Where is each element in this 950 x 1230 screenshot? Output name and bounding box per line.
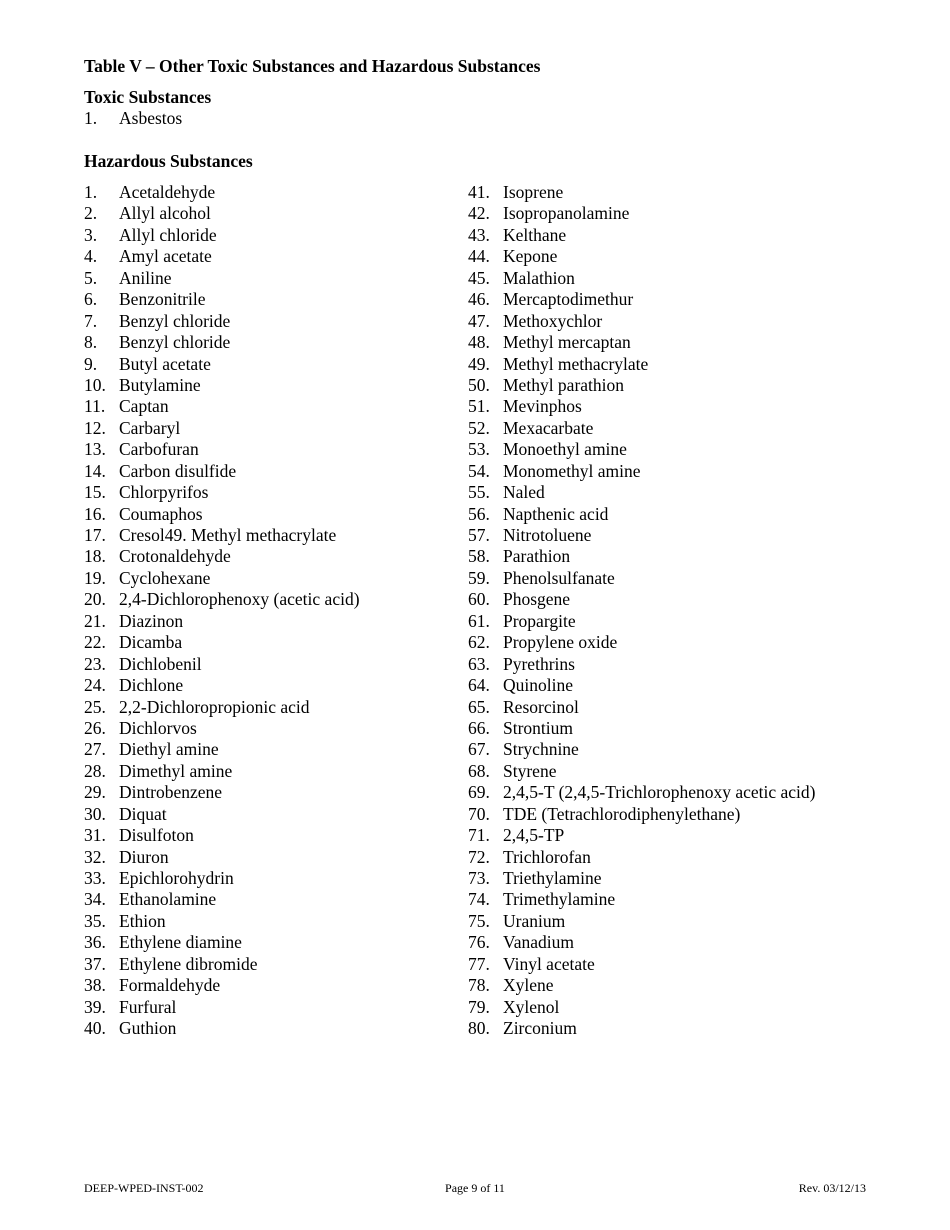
list-item-name: Uranium [503,910,566,931]
list-item-name: Monomethyl amine [503,460,641,481]
list-item [84,439,360,460]
list-item-number: 13. [84,439,106,460]
list-item [84,632,360,653]
list-item-number: 78. [468,975,490,996]
list-item-number: 51. [468,396,490,417]
list-item [84,482,360,503]
list-item-number: 7. [84,310,98,331]
list-item [468,911,816,932]
list-item [84,739,360,760]
list-item [84,203,360,224]
list-item-number: 76. [468,932,490,953]
list-item [84,504,360,525]
list-item-number: 32. [84,846,106,867]
list-item-number: 9. [84,353,98,374]
list-item-name: Methyl parathion [503,374,625,395]
list-item [84,847,360,868]
list-item-number: 2. [84,203,98,224]
list-item-number: 46. [468,289,490,310]
list-item-name: Furfural [119,996,177,1017]
list-item [468,847,816,868]
list-item-number: 25. [84,696,106,717]
list-item [84,108,182,129]
list-item-name: 2,4,5-TP [503,825,565,846]
list-item [468,739,816,760]
list-item-name: Dicamba [119,632,183,653]
list-item-number: 30. [84,803,106,824]
list-item [84,761,360,782]
list-item [468,225,816,246]
list-item-name: Ethylene dibromide [119,953,258,974]
list-item [84,568,360,589]
list-item [468,611,816,632]
list-item-number: 70. [468,803,490,824]
list-item [468,396,816,417]
list-item [468,718,816,739]
list-item-number: 4. [84,246,98,267]
list-item-number: 12. [84,417,106,438]
list-item-name: Dichlorvos [119,717,197,738]
list-item-name: Vanadium [503,932,574,953]
list-item-number: 42. [468,203,490,224]
list-item-number: 73. [468,868,490,888]
list-item-name: Methoxychlor [503,310,603,331]
list-item [84,311,360,332]
list-item-name: Quinoline [503,675,573,696]
list-item [84,461,360,482]
list-item-number: 61. [468,610,490,631]
list-item-number: 62. [468,632,490,653]
list-item [84,654,360,675]
list-item-number: 39. [84,996,106,1017]
list-item-number: 23. [84,653,106,674]
list-item-name: Ethylene diamine [119,932,242,953]
list-item-name: Malathion [503,267,575,288]
list-item [84,675,360,696]
list-item [84,718,360,739]
list-item-number: 74. [468,889,490,910]
list-item-name: Coumaphos [119,503,203,524]
list-item-number: 56. [468,503,490,524]
list-item [468,954,816,975]
list-item [84,804,360,825]
list-item-number: 11. [84,396,106,417]
list-item [84,975,360,996]
list-item-name: Butyl acetate [119,353,211,374]
list-item-number: 16. [84,503,106,524]
list-item-number: 77. [468,953,490,974]
list-item [468,439,816,460]
list-item-number: 66. [468,717,490,738]
list-item-number: 49. [468,353,490,374]
list-item-name: Guthion [119,1018,177,1039]
list-item-name: Diuron [119,846,169,867]
list-item [84,225,360,246]
list-item-name: TDE (Tetrachlorodiphenylethane) [503,803,741,824]
list-item-name: Disulfoton [119,825,194,846]
list-item-name: Captan [119,396,169,417]
list-item [84,997,360,1018]
list-item [84,246,360,267]
hazardous-substances-heading: Hazardous Substances [84,151,253,171]
list-item-number: 52. [468,417,490,438]
list-item-name: Strontium [503,717,574,738]
list-item-number: 64. [468,675,490,696]
list-item-name: Crotonaldehyde [119,546,231,567]
list-item-number: 69. [468,782,490,803]
list-item-number: 8. [84,332,98,353]
list-item-number: 1. [84,108,98,128]
list-item-number: 1. [84,182,98,202]
list-item-number: 10. [84,374,106,395]
list-item-name: Dichlobenil [119,653,202,674]
hazardous-substances-list-left [84,182,360,1040]
list-item-number: 37. [84,953,106,974]
list-item [84,375,360,396]
list-item-name: Benzyl chloride [119,310,231,331]
list-item [84,611,360,632]
list-item [468,782,816,803]
list-item-name: Carbaryl [119,417,181,438]
list-item-number: 15. [84,482,106,503]
list-item [468,589,816,610]
list-item [468,525,816,546]
list-item [84,396,360,417]
list-item [468,654,816,675]
list-item [468,311,816,332]
list-item-number: 22. [84,632,106,653]
list-item-name: Isopropanolamine [503,203,630,224]
list-item-name: Aniline [119,267,172,288]
list-item [468,632,816,653]
list-item-number: 60. [468,589,490,610]
list-item-number: 53. [468,439,490,460]
list-item [468,461,816,482]
list-item-number: 3. [84,224,98,245]
list-item-number: 72. [468,846,490,867]
list-item-number: 35. [84,910,106,931]
list-item-number: 59. [468,567,490,588]
list-item-name: Methyl mercaptan [503,332,631,353]
list-item-name: Diquat [119,803,167,824]
list-item-number: 26. [84,717,106,738]
hazardous-substances-list-right [468,182,816,1040]
list-item [84,289,360,310]
list-item-name: Benzyl chloride [119,332,231,353]
list-item [84,1018,360,1039]
list-item-name: Xylenol [503,996,560,1017]
list-item-name: Diazinon [119,610,184,631]
list-item-name: Naled [503,482,545,503]
list-item-number: 24. [84,675,106,696]
list-item-name: Propargite [503,610,576,631]
list-item-number: 27. [84,739,106,760]
list-item-name: Parathion [503,546,571,567]
list-item-number: 17. [84,525,106,545]
footer-revision: Rev. 03/12/13 [798,1181,866,1195]
list-item-name: Mexacarbate [503,417,594,438]
list-item-name: Kepone [503,246,558,267]
list-item-number: 67. [468,739,490,760]
list-item-number: 41. [468,182,490,202]
page-title: Table V – Other Toxic Substances and Hazardous Substances [84,56,541,76]
list-item [84,354,360,375]
list-item [468,354,816,375]
list-item [84,911,360,932]
list-item-number: 31. [84,825,106,846]
list-item-name: Dintrobenzene [119,782,223,803]
list-item [468,418,816,439]
list-item-name: Napthenic acid [503,503,609,524]
list-item-number: 19. [84,567,106,588]
list-item [84,268,360,289]
list-item-name: Dichlone [119,675,184,696]
list-item [84,932,360,953]
list-item-number: 33. [84,868,106,888]
list-item [468,546,816,567]
list-item [468,203,816,224]
list-item [468,675,816,696]
list-item-name: Butylamine [119,374,201,395]
list-item-name: Chlorpyrifos [119,482,209,503]
list-item [468,889,816,910]
list-item-name: Amyl acetate [119,246,212,267]
list-item-number: 40. [84,1018,106,1039]
footer-document-id: DEEP-WPED-INST-002 [84,1181,204,1195]
list-item-name: Kelthane [503,224,567,245]
list-item [468,932,816,953]
list-item [468,289,816,310]
footer-page-number: Page 9 of 11 [445,1181,505,1195]
list-item [84,589,360,610]
list-item-name: Asbestos [119,108,183,128]
list-item [468,997,816,1018]
list-item-name: Mevinphos [503,396,582,417]
list-item [468,697,816,718]
list-item-name: Acetaldehyde [119,182,216,202]
list-item-name: Xylene [503,975,554,996]
list-item-number: 20. [84,589,106,610]
list-item [468,482,816,503]
list-item-name: Zirconium [503,1018,577,1039]
list-item-name: Epichlorohydrin [119,868,234,888]
list-item [84,782,360,803]
list-item-number: 28. [84,760,106,781]
list-item [84,418,360,439]
list-item-number: 29. [84,782,106,803]
list-item-name: Isoprene [503,182,564,202]
list-item [84,546,360,567]
list-item-name: Styrene [503,760,557,781]
list-item-number: 43. [468,224,490,245]
list-item [468,268,816,289]
list-item-number: 58. [468,546,490,567]
list-item-number: 18. [84,546,106,567]
list-item-number: 68. [468,760,490,781]
list-item [468,182,816,203]
list-item-number: 71. [468,825,490,846]
list-item-name: Carbofuran [119,439,199,460]
list-item-name: Trichlorofan [503,846,591,867]
list-item-number: 75. [468,910,490,931]
list-item-number: 47. [468,310,490,331]
list-item-name: Vinyl acetate [503,953,595,974]
list-item [468,504,816,525]
list-item-name: Cyclohexane [119,567,211,588]
list-item [468,761,816,782]
list-item-name: Allyl chloride [119,224,217,245]
list-item-number: 63. [468,653,490,674]
list-item-number: 50. [468,374,490,395]
list-item-number: 65. [468,696,490,717]
list-item-name: Nitrotoluene [503,525,592,545]
list-item [468,868,816,889]
list-item [84,182,360,203]
list-item-number: 38. [84,975,106,996]
list-item [468,568,816,589]
list-item [468,975,816,996]
list-item-number: 80. [468,1018,490,1039]
list-item-number: 5. [84,267,98,288]
list-item-number: 79. [468,996,490,1017]
list-item [84,332,360,353]
list-item-name: Formaldehyde [119,975,221,996]
list-item-name: Phenolsulfanate [503,567,615,588]
list-item-name: Propylene oxide [503,632,618,653]
list-item [468,825,816,846]
list-item-name: Trimethylamine [503,889,616,910]
list-item-name: Strychnine [503,739,579,760]
toxic-substances-heading: Toxic Substances [84,87,212,107]
list-item-number: 54. [468,460,490,481]
list-item [468,1018,816,1039]
list-item-name: Ethanolamine [119,889,217,910]
list-item-name: 2,2-Dichloropropionic acid [119,696,310,717]
list-item [468,375,816,396]
list-item-name: Allyl alcohol [119,203,211,224]
list-item-number: 48. [468,332,490,353]
list-item-number: 36. [84,932,106,953]
list-item-name: Cresol49. Methyl methacrylate [119,525,337,545]
list-item-number: 21. [84,610,106,631]
list-item-number: 57. [468,525,490,545]
list-item-number: 45. [468,267,490,288]
list-item [84,954,360,975]
list-item [84,825,360,846]
toxic-substances-list [84,108,182,129]
list-item-name: Resorcinol [503,696,579,717]
list-item-name: Ethion [119,910,166,931]
list-item-name: Phosgene [503,589,571,610]
list-item-number: 6. [84,289,98,310]
list-item-number: 44. [468,246,490,267]
list-item-name: Dimethyl amine [119,760,233,781]
list-item [84,868,360,889]
list-item-name: Methyl methacrylate [503,353,649,374]
list-item-name: 2,4,5-T (2,4,5-Trichlorophenoxy acetic acid) [503,782,816,803]
list-item-name: Carbon disulfide [119,460,237,481]
list-item-number: 14. [84,460,106,481]
list-item-name: Diethyl amine [119,739,219,760]
list-item-number: 55. [468,482,490,503]
list-item-name: Mercaptodimethur [503,289,634,310]
list-item-name: 2,4-Dichlorophenoxy (acetic acid) [119,589,360,610]
list-item [84,525,360,546]
list-item-name: Pyrethrins [503,653,575,674]
list-item [84,889,360,910]
list-item-name: Benzonitrile [119,289,206,310]
list-item [84,697,360,718]
list-item [468,246,816,267]
list-item-name: Triethylamine [503,868,602,888]
list-item [468,804,816,825]
list-item-name: Monoethyl amine [503,439,627,460]
list-item-number: 34. [84,889,106,910]
list-item [468,332,816,353]
